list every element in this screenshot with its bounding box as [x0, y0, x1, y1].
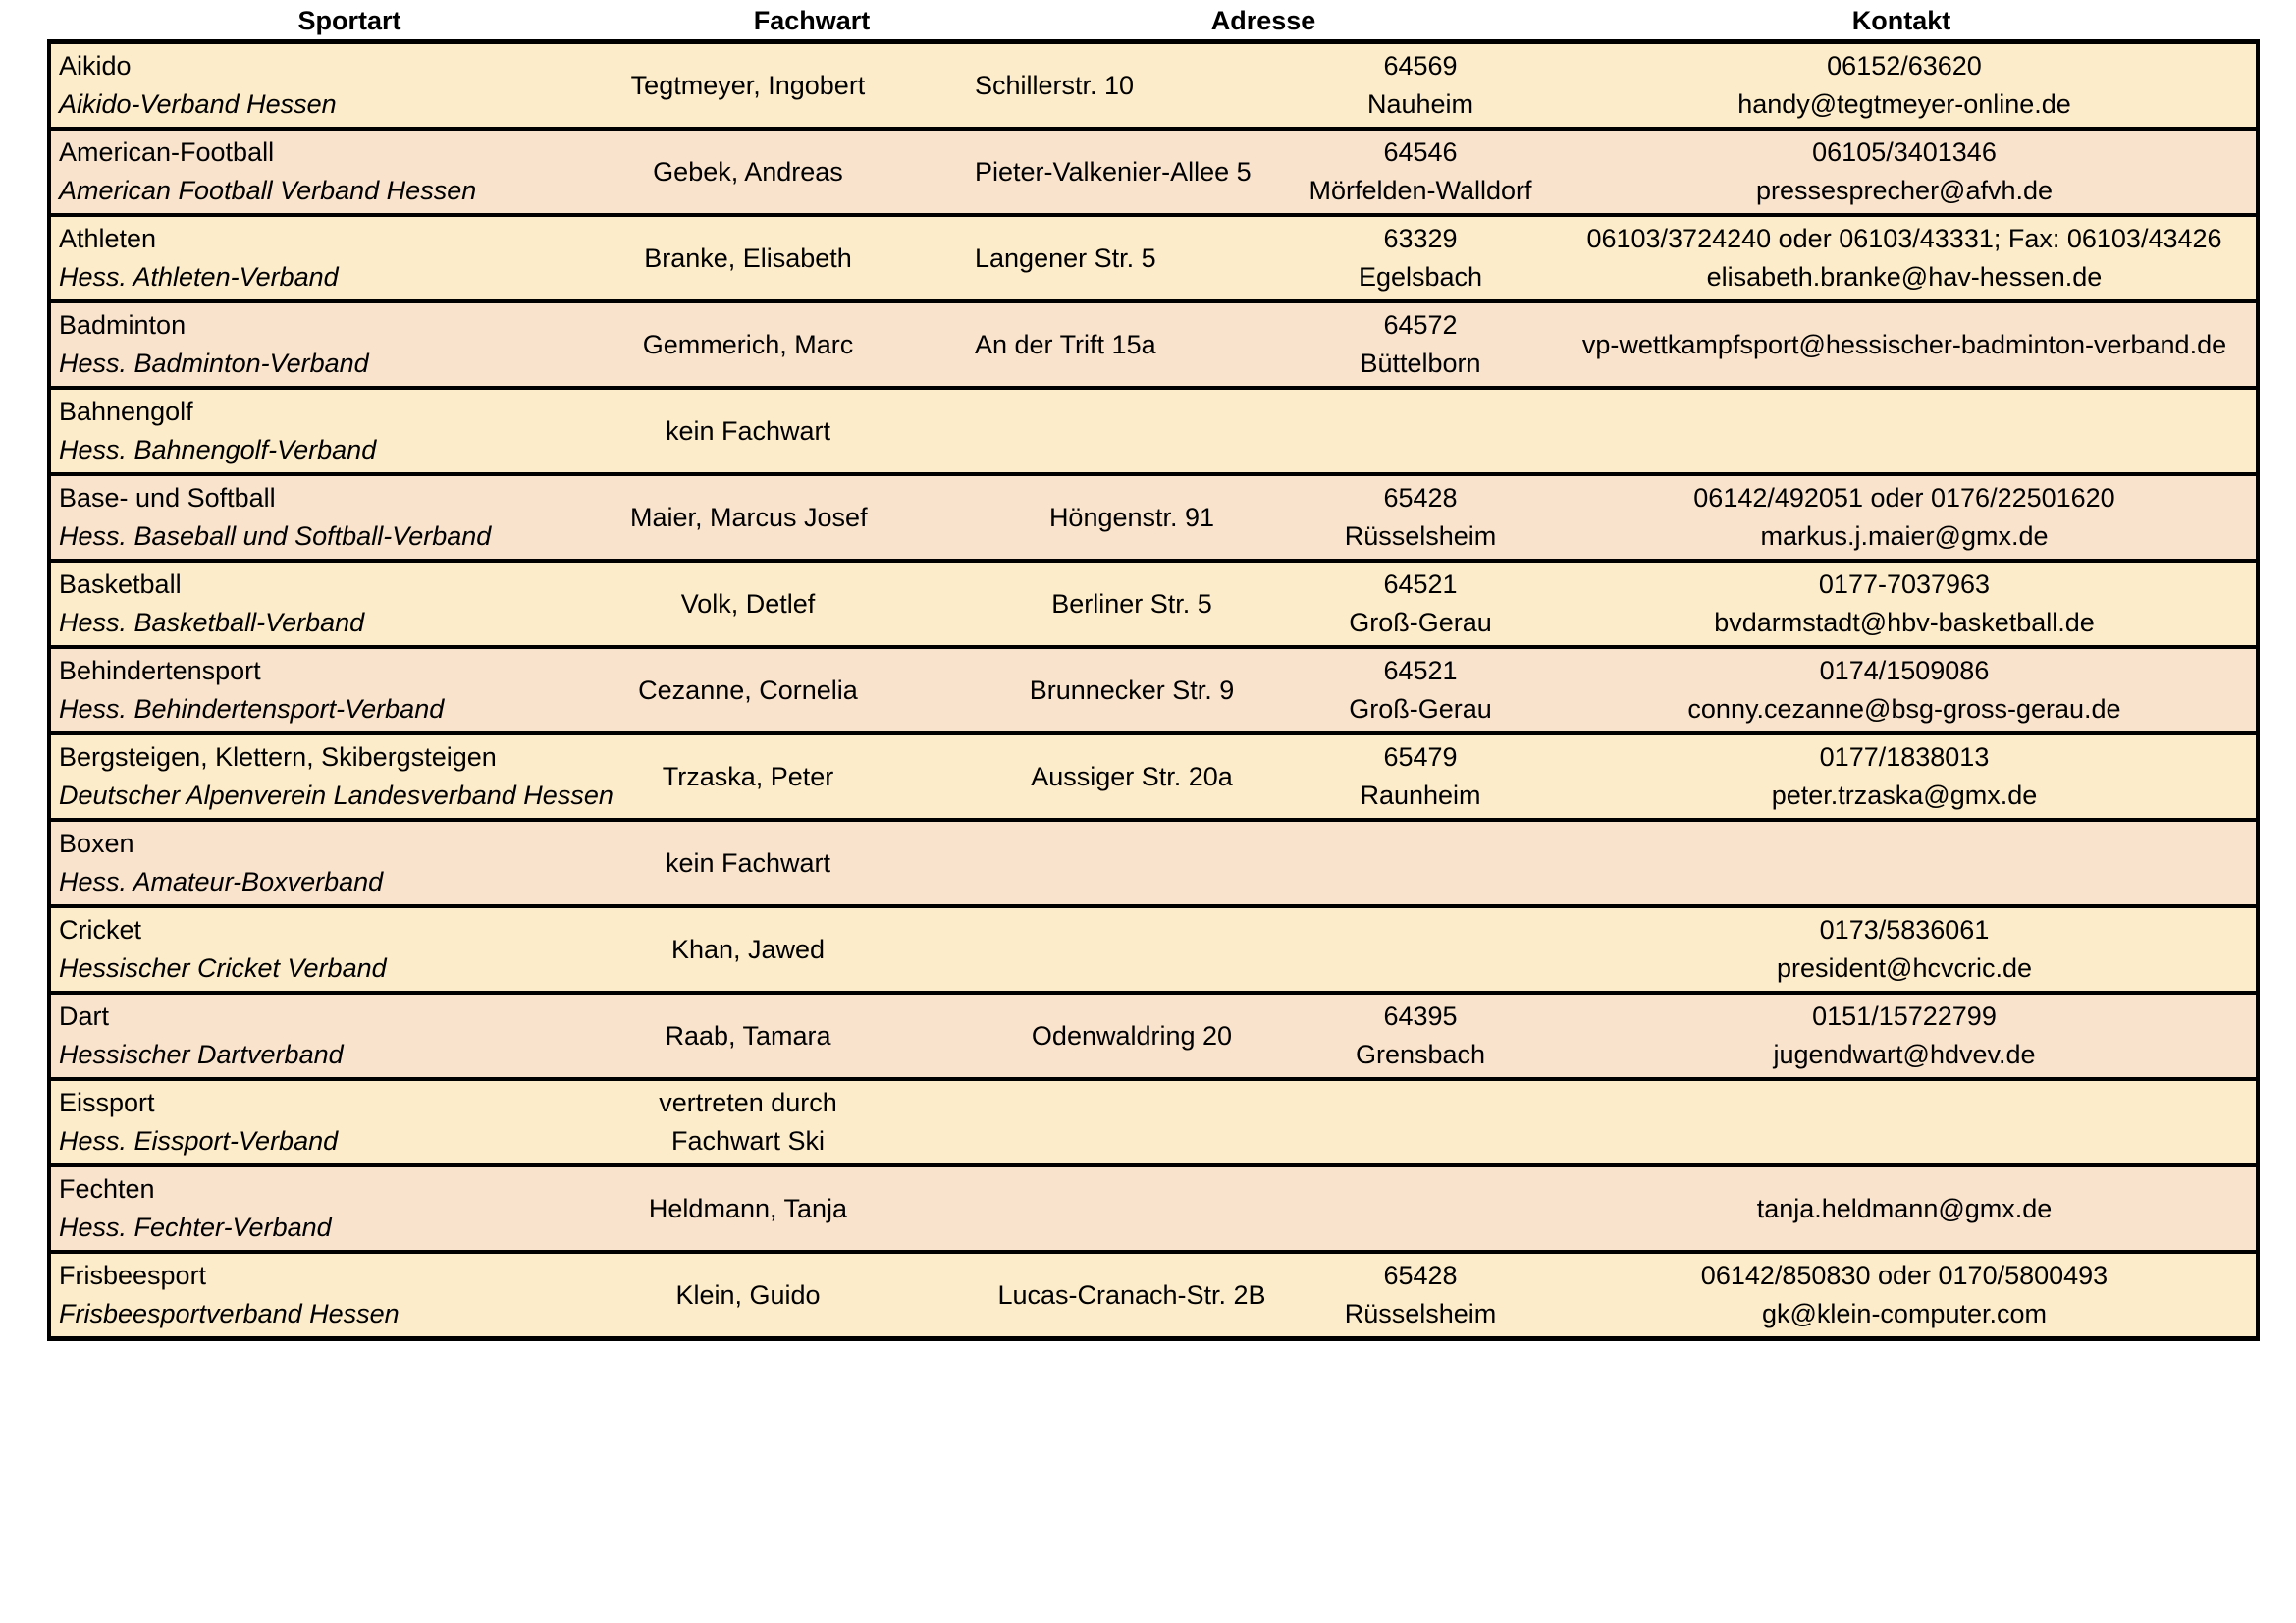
table-row: [51, 390, 2256, 476]
table-row: [51, 1167, 2256, 1254]
fachwart-name: Heldmann, Tanja: [648, 1193, 848, 1223]
plz: 65479: [1383, 742, 1458, 772]
cell-sportart: [59, 998, 344, 1074]
email-link[interactable]: elisabeth.branke@hav-hessen.de: [1706, 262, 2103, 292]
sport-name: Base- und Softball: [59, 483, 276, 513]
table-row: [51, 476, 2256, 563]
cell-kontakt: [1531, 1167, 2277, 1250]
strasse: Odenwaldring 20: [1031, 1020, 1233, 1051]
cell-fachwart: [630, 390, 866, 472]
strasse: Berliner Str. 5: [1051, 588, 1212, 619]
cell-fachwart: [630, 131, 866, 213]
plz: 63329: [1383, 224, 1458, 253]
sport-name: Badminton: [59, 310, 187, 340]
telefon: 06142/492051 oder 0176/22501620: [1693, 483, 2115, 513]
cell-kontakt: [1531, 822, 2277, 904]
strasse: Schillerstr. 10: [975, 70, 1135, 100]
fachwart-name: Gebek, Andreas: [653, 156, 843, 187]
cell-kontakt: [1531, 131, 2277, 213]
ort: Egelsbach: [1358, 262, 1483, 292]
email-link[interactable]: pressesprecher@afvh.de: [1755, 176, 2054, 205]
verband-name: Hess. Behindertensport-Verband: [59, 694, 445, 724]
cell-sportart: [59, 738, 614, 815]
sport-name: Dart: [59, 1001, 110, 1031]
ort: Groß-Gerau: [1349, 608, 1492, 637]
cell-kontakt: [1531, 1081, 2277, 1163]
table-header: [48, 0, 2259, 39]
cell-fachwart: [630, 649, 866, 731]
telefon: 06103/3724240 oder 06103/43331; Fax: 06103/43426: [1586, 224, 2222, 253]
cell-strasse: [975, 131, 1289, 213]
cell-fachwart: [630, 822, 866, 904]
strasse: Pieter-Valkenier-Allee 5: [975, 156, 1252, 187]
cell-ort: [1303, 822, 1538, 904]
cell-strasse: [975, 217, 1289, 299]
cell-fachwart: [630, 735, 866, 818]
cell-sportart: [59, 566, 364, 642]
fachwart-name: Raab, Tamara: [665, 1020, 831, 1051]
header-fachwart: Fachwart: [753, 6, 871, 35]
cell-ort: [1303, 390, 1538, 472]
verband-name: Hess. Eissport-Verband: [59, 1126, 339, 1156]
cell-ort: [1303, 563, 1538, 645]
fachwart-note: Fachwart Ski: [670, 1126, 826, 1156]
sport-name: Eissport: [59, 1088, 155, 1117]
cell-ort: [1303, 1167, 1538, 1250]
fachwart-name: Trzaska, Peter: [662, 761, 834, 791]
fachwart-name: Cezanne, Cornelia: [638, 675, 858, 705]
cell-strasse: [975, 995, 1289, 1077]
sport-name: Behindertensport: [59, 656, 261, 685]
plz: 64521: [1383, 569, 1458, 599]
email-link[interactable]: handy@tegtmeyer-online.de: [1737, 89, 2071, 119]
cell-kontakt: [1531, 44, 2277, 127]
cell-ort: [1303, 649, 1538, 731]
verband-name: Hess. Amateur-Boxverband: [59, 867, 384, 896]
fachwart-table: [47, 39, 2260, 1341]
telefon: 0151/15722799: [1812, 1001, 1997, 1031]
sport-name: Aikido: [59, 51, 132, 81]
telefon: 06152/63620: [1827, 51, 1982, 81]
ort: Rüsselsheim: [1344, 1299, 1497, 1328]
cell-sportart: [59, 220, 339, 297]
cell-ort: [1303, 217, 1538, 299]
telefon: 06105/3401346: [1812, 137, 1997, 167]
email-link[interactable]: president@hcvcric.de: [1776, 953, 2033, 983]
cell-strasse: [975, 908, 1289, 991]
cell-fachwart: [630, 995, 866, 1077]
table-row: [51, 908, 2256, 995]
email-link[interactable]: markus.j.maier@gmx.de: [1760, 521, 2049, 551]
cell-fachwart: [630, 563, 866, 645]
fachwart-name: Volk, Detlef: [680, 588, 816, 619]
cell-strasse: [975, 563, 1289, 645]
cell-sportart: [59, 1170, 332, 1247]
plz: 64572: [1383, 310, 1458, 340]
cell-sportart: [59, 479, 491, 556]
cell-sportart: [59, 1084, 338, 1161]
strasse: Höngenstr. 91: [1048, 502, 1215, 532]
cell-sportart: [59, 306, 369, 383]
table-row: [51, 217, 2256, 303]
cell-sportart: [59, 47, 337, 124]
fachwart-name: Branke, Elisabeth: [644, 243, 852, 273]
cell-kontakt: [1531, 995, 2277, 1077]
cell-ort: [1303, 995, 1538, 1077]
sport-name: Frisbeesport: [59, 1261, 207, 1290]
cell-fachwart: [630, 1167, 866, 1250]
cell-sportart: [59, 652, 444, 729]
email-link[interactable]: vp-wettkampfsport@hessischer-badminton-verband.de: [1581, 329, 2227, 359]
sport-name: Fechten: [59, 1174, 155, 1204]
fachwart-name: Tegtmeyer, Ingobert: [630, 70, 866, 100]
sport-name: Cricket: [59, 915, 142, 945]
header-adresse: Adresse: [1210, 6, 1316, 35]
cell-strasse: [975, 303, 1289, 386]
header-kontakt: Kontakt: [1851, 6, 1951, 35]
cell-kontakt: [1531, 563, 2277, 645]
cell-sportart: [59, 134, 476, 210]
plz: 65428: [1383, 483, 1458, 513]
cell-fachwart: [630, 217, 866, 299]
fachwart-name: Khan, Jawed: [670, 934, 826, 964]
cell-strasse: [975, 390, 1289, 472]
plz: 64546: [1383, 137, 1458, 167]
cell-fachwart: [630, 44, 866, 127]
plz: 64395: [1383, 1001, 1458, 1031]
verband-name: Hessischer Dartverband: [59, 1040, 344, 1069]
cell-sportart: [59, 825, 383, 901]
telefon: 06142/850830 oder 0170/5800493: [1700, 1261, 2109, 1290]
table-row: [51, 1254, 2256, 1336]
telefon: 0173/5836061: [1819, 915, 1990, 945]
fachwart-name: vertreten durch: [659, 1088, 837, 1117]
cell-fachwart: [630, 908, 866, 991]
cell-ort: [1303, 1254, 1538, 1336]
cell-kontakt: [1531, 390, 2277, 472]
ort: Nauheim: [1366, 89, 1474, 119]
telefon: 0174/1509086: [1819, 656, 1990, 685]
cell-kontakt: [1531, 476, 2277, 559]
cell-sportart: [59, 1257, 400, 1333]
ort: Raunheim: [1360, 781, 1481, 810]
telefon: 0177-7037963: [1818, 569, 1991, 599]
strasse: Brunnecker Str. 9: [1029, 675, 1235, 705]
fachwart-name: Klein, Guido: [675, 1279, 821, 1310]
verband-name: Hess. Baseball und Softball-Verband: [59, 521, 492, 551]
cell-strasse: [975, 1081, 1289, 1163]
verband-name: Hess. Bahnengolf-Verband: [59, 435, 377, 464]
strasse: Langener Str. 5: [975, 243, 1156, 273]
ort: Groß-Gerau: [1349, 694, 1492, 724]
cell-strasse: [975, 44, 1289, 127]
cell-strasse: [975, 1167, 1289, 1250]
verband-name: Hess. Badminton-Verband: [59, 349, 369, 378]
cell-ort: [1303, 131, 1538, 213]
plz: 65428: [1383, 1261, 1458, 1290]
verband-name: American Football Verband Hessen: [59, 176, 477, 205]
verband-name: Hess. Athleten-Verband: [59, 262, 339, 292]
email-link[interactable]: bvdarmstadt@hbv-basketball.de: [1714, 608, 2095, 637]
verband-name: Hess. Basketball-Verband: [59, 608, 365, 637]
fachwart-name: Maier, Marcus Josef: [630, 502, 868, 532]
table-row: [51, 822, 2256, 908]
sport-name: Bahnengolf: [59, 397, 193, 426]
table-row: [51, 735, 2256, 822]
sport-name: Boxen: [59, 829, 134, 858]
strasse: An der Trift 15a: [975, 329, 1156, 359]
verband-name: Frisbeesportverband Hessen: [59, 1299, 400, 1328]
ort: Mörfelden-Walldorf: [1308, 176, 1532, 205]
cell-kontakt: [1531, 1254, 2277, 1336]
cell-fachwart: [630, 1081, 866, 1163]
cell-kontakt: [1531, 735, 2277, 818]
cell-fachwart: [630, 476, 866, 559]
header-sportart: Sportart: [297, 6, 401, 35]
telefon: 0177/1838013: [1819, 742, 1990, 772]
ort: Grensbach: [1355, 1040, 1486, 1069]
cell-fachwart: [630, 303, 866, 386]
table-row: [51, 1081, 2256, 1167]
email-link[interactable]: gk@klein-computer.com: [1761, 1299, 2047, 1328]
verband-name: Deutscher Alpenverein Landesverband Hessen: [59, 781, 614, 810]
ort: Büttelborn: [1360, 349, 1481, 378]
fachwart-name: kein Fachwart: [665, 847, 831, 878]
cell-strasse: [975, 822, 1289, 904]
cell-ort: [1303, 303, 1538, 386]
cell-kontakt: [1531, 908, 2277, 991]
cell-sportart: [59, 393, 376, 469]
email-link[interactable]: tanja.heldmann@gmx.de: [1756, 1193, 2053, 1223]
cell-ort: [1303, 735, 1538, 818]
cell-strasse: [975, 649, 1289, 731]
fachwart-name: Gemmerich, Marc: [642, 329, 854, 359]
cell-strasse: [975, 735, 1289, 818]
table-row: [51, 995, 2256, 1081]
email-link[interactable]: peter.trzaska@gmx.de: [1771, 781, 2038, 810]
table-row: [51, 649, 2256, 735]
verband-name: Aikido-Verband Hessen: [59, 89, 337, 119]
verband-name: Hess. Fechter-Verband: [59, 1213, 332, 1242]
plz: 64521: [1383, 656, 1458, 685]
strasse: Aussiger Str. 20a: [1031, 761, 1233, 791]
verband-name: Hessischer Cricket Verband: [59, 953, 387, 983]
cell-strasse: [975, 1254, 1289, 1336]
cell-kontakt: [1531, 649, 2277, 731]
cell-ort: [1303, 1081, 1538, 1163]
ort: Rüsselsheim: [1344, 521, 1497, 551]
cell-kontakt: [1531, 217, 2277, 299]
table-row: [51, 44, 2256, 131]
plz: 64569: [1383, 51, 1458, 81]
sport-name: Athleten: [59, 224, 157, 253]
cell-ort: [1303, 476, 1538, 559]
sport-name: Basketball: [59, 569, 182, 599]
sport-name: Bergsteigen, Klettern, Skibergsteigen: [59, 742, 497, 772]
cell-sportart: [59, 911, 387, 988]
table-row: [51, 563, 2256, 649]
cell-ort: [1303, 908, 1538, 991]
cell-kontakt: [1531, 303, 2277, 386]
fachwart-name: kein Fachwart: [665, 415, 831, 446]
table-row: [51, 303, 2256, 390]
email-link[interactable]: conny.cezanne@bsg-gross-gerau.de: [1687, 694, 2121, 724]
cell-ort: [1303, 44, 1538, 127]
cell-fachwart: [630, 1254, 866, 1336]
email-link[interactable]: jugendwart@hdvev.de: [1773, 1040, 2036, 1069]
sport-name: American-Football: [59, 137, 275, 167]
cell-strasse: [975, 476, 1289, 559]
strasse: Lucas-Cranach-Str. 2B: [997, 1279, 1266, 1310]
table-row: [51, 131, 2256, 217]
